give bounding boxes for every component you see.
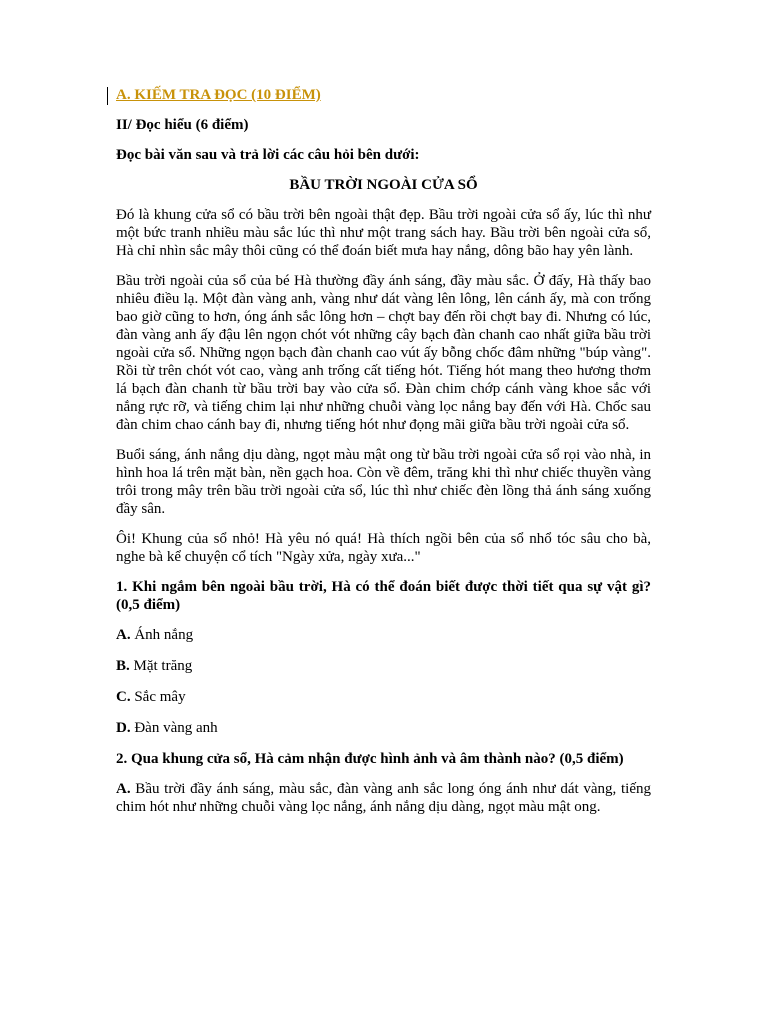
option-text: Bầu trời đầy ánh sáng, màu sắc, đàn vàng anh sắc long óng ánh như dát vàng, tiếng chim hót như những chuỗi vàng lọc nắng, ánh nắng dịu dàng, ngọt màu mật ong. [116,781,651,815]
text-cursor [107,87,108,105]
question-1-option-d [116,719,651,737]
option-letter: A. [116,627,131,643]
instruction: Đọc bài văn sau và trả lời các câu hỏi bên dưới: [116,147,420,163]
question-1: 1. Khi ngắm bên ngoài bầu trời, Hà có thể đoán biết được thời tiết qua sự vật gì? (0,5 điểm) [116,579,651,613]
option-text: Đàn vàng anh [130,720,218,736]
story-paragraph-1: Đó là khung cửa sổ có bầu trời bên ngoài thật đẹp. Bầu trời ngoài cửa sổ ấy, lúc thì như một bức tranh nhiều màu sắc lúc thì như một trang sách hay. Bầu trời bên ngoài cửa sổ, Hà chỉ nhìn sắc mây thôi cũng có thể đoán biết mưa hay nắng, dông bão hay yên lành. [116,207,651,259]
story-paragraph-2: Bầu trời ngoài của sổ của bé Hà thường đầy ánh sáng, đầy màu sắc. Ở đấy, Hà thấy bao nhiêu điều lạ. Một đàn vàng anh, vàng như dát vàng lên lông, lên cánh ấy, mà con trống bao giờ cũng to hơn, óng ánh sắc lông hơn – chợt bay đến rồi chợt bay đi. Nhưng có lúc, đàn vàng anh ấy đậu lên ngọn chót vót những cây bạch đàn chanh cao nhất giữa bầu trời ngoài cửa sổ. Những ngọn bạch đàn chanh cao vút ấy bỗng chốc đâm những "búp vàng". Rồi từ trên chót vót cao, vàng anh trống cất tiếng hót. Tiếng hót mang theo hương thơm lá bạch đàn chanh từ bầu trời bay vào cửa sổ. Đàn chim chớp cánh vàng khoe sắc với nắng rực rỡ, và tiếng chim lại như những chuỗi vàng lọc nắng bay đến với Hà. Chốc sau đàn chim chao cánh bay đi, nhưng tiếng hót như đọng mãi giữa bầu trời ngoài cửa sổ. [116,273,651,433]
document-page [116,86,651,829]
story-paragraph-3: Buổi sáng, ánh nắng dịu dàng, ngọt màu mật ong từ bầu trời ngoài cửa sổ rọi vào nhà, in hình hoa lá trên mặt bàn, nền gạch hoa. Còn về đêm, trăng khi thì như chiếc thuyền vàng trôi trong mây trên bầu trời ngoài cửa sổ, lúc thì như chiếc đèn lồng thả ánh sáng xuống đầy sân. [116,447,651,517]
question-2-option-a [116,780,651,816]
option-text: Ánh nắng [130,627,194,643]
option-letter: D. [116,720,131,736]
question-2: 2. Qua khung cửa sổ, Hà cảm nhận được hình ảnh và âm thành nào? (0,5 điểm) [116,751,624,767]
question-1-option-b [116,657,651,675]
story-title: BẦU TRỜI NGOÀI CỬA SỔ [289,177,478,193]
option-text: Mặt trăng [129,658,193,674]
question-1-option-c [116,688,651,706]
section-heading: A. KIẾM TRA ĐỌC (10 ĐIỂM) [116,87,321,103]
question-1-option-a [116,626,651,644]
option-letter: A. [116,781,131,797]
story-paragraph-4: Ôi! Khung của sổ nhỏ! Hà yêu nó quá! Hà thích ngồi bên của sổ nhổ tóc sâu cho bà, nghe bà kể chuyện cổ tích "Ngày xửa, ngày xưa..." [116,531,651,565]
option-text: Sắc mây [130,689,186,705]
option-letter: B. [116,658,130,674]
option-letter: C. [116,689,131,705]
subheading: II/ Đọc hiểu (6 điểm) [116,117,249,133]
